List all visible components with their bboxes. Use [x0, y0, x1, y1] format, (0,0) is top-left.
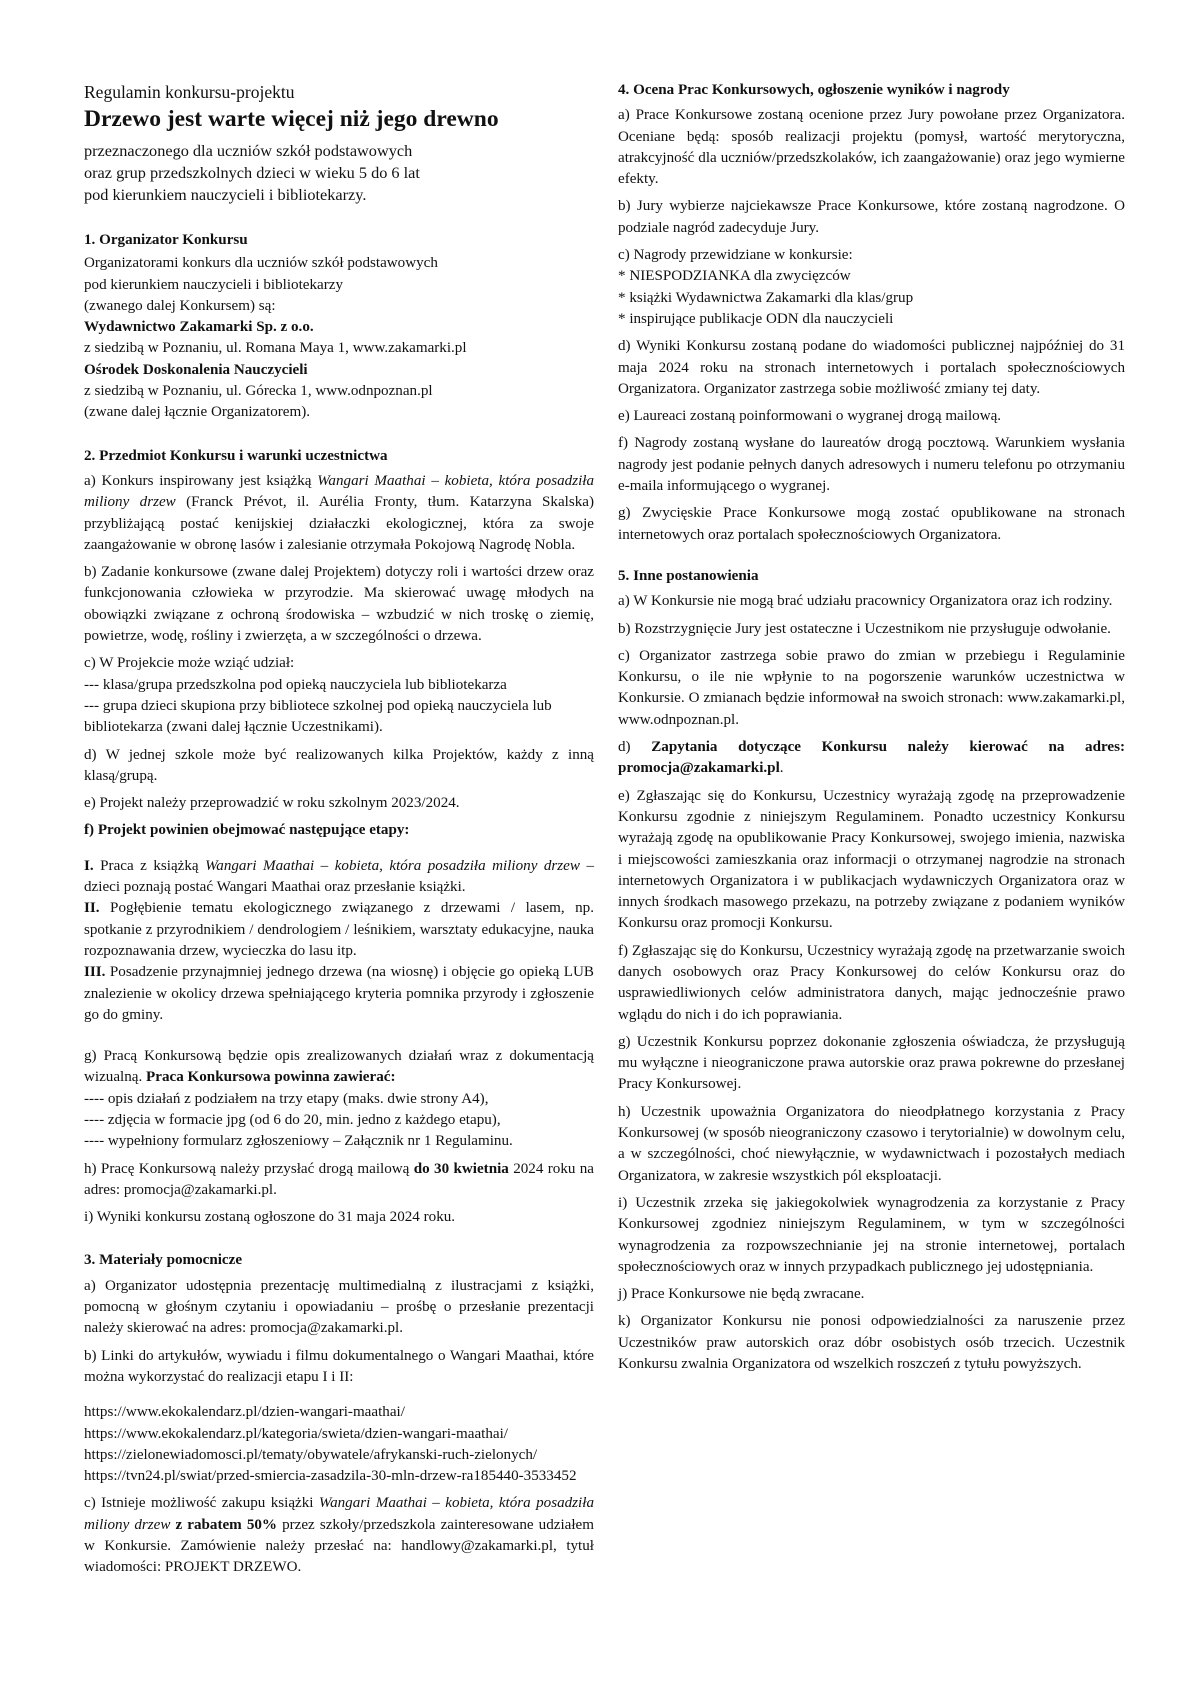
paragraph-5d: d) Zapytania dotyczące Konkursu należy kierować na adres: promocja@zakamarki.pl.	[618, 739, 1125, 777]
intro-line: pod kierunkiem nauczycieli i bibliotekarzy.	[84, 185, 367, 204]
left-column	[84, 80, 594, 1585]
paragraph-3c: c) Istnieje możliwość zakupu książki Wangari Maathai – kobieta, która posadziła miliony drzew z rabatem 50% przez szkoły/przedszkola zainteresowane udziałem w Konkursie. Zamówienie należy przesłać na: handlowy@zakamarki.pl, tytuł wiadomości: PROJEKT DRZEWO.	[84, 1495, 594, 1576]
paragraph-5i: i) Uczestnik zrzeka się jakiegokolwiek wynagrodzenia za korzystanie z Pracy Konkursowej zgodniez niniejszym Regulaminem, w tym w szczególności wynagrodzenia za rozpowszechnianie jej na stronie internetowej, portalach społecznościowych oraz w innych przypadkach publicznego jej udostępniania.	[618, 1194, 1125, 1275]
paragraph-4a: a) Prace Konkursowe zostaną ocenione przez Jury powołane przez Organizatora. Oceniane będą: sposób realizacji projektu (pomysł, wartość merytoryczna, atrakcyjność dla uczniów/przedszkolaków, ich zaangażowanie) oraz jego wymierne efekty.	[618, 107, 1125, 188]
paragraph-2g: g) Pracą Konkursową będzie opis zrealizowanych działań wraz z dokumentacją wizualną. Praca Konkursowa powinna zawierać: ---- opis działań z podziałem na trzy etapy (maks. dwie strony A4), ---- zdjęcia w formacie jpg (od 6 do 20, min. jedno z każdego etapu), ---- wypełniony formularz zgłoszeniowy – Załącznik nr 1 Regulaminu.	[84, 1048, 594, 1150]
paragraph-4e: e) Laureaci zostaną poinformowani o wygranej drogą mailową.	[618, 408, 1002, 425]
section-other-provisions	[618, 566, 1125, 1375]
section-heading: 5. Inne postanowienia	[618, 567, 759, 584]
text-line: pod kierunkiem nauczycieli i bibliotekarzy	[84, 276, 344, 293]
prize-item: * NIESPODZIANKA dla zwycięzców	[618, 268, 851, 285]
paragraph-5c: c) Organizator zastrzega sobie prawo do zmian w przebiegu i Regulaminie Konkursu, o ile nie wpłynie to na pogorszenie warunków uczestnictwa w Konkursie. O zmianach będzie informował na swoich stronach: www.zakamarki.pl, www.odnpoznan.pl.	[618, 647, 1125, 728]
paragraph-2f: f) Projekt powinien obejmować następujące etapy:	[84, 822, 410, 839]
paragraph-5f: f) Zgłaszając się do Konkursu, Uczestnicy wyrażają zgodę na przetwarzanie swoich danych osobowych oraz Pracy Konkursowej do celów Konkursu oraz do usprawiedliwionych celów administratora danych, mając jednocześnie prawo wglądu do nich i do ich poprawiania.	[618, 942, 1125, 1023]
paragraph-4b: b) Jury wybierze najciekawsze Prace Konkursowe, które zostaną nagrodzone. O podziale nagród zadecyduje Jury.	[618, 198, 1125, 236]
right-column	[618, 80, 1125, 1381]
text-line: Organizatorami konkurs dla uczniów szkół podstawowych	[84, 255, 438, 272]
paragraph-5j: j) Prace Konkursowe nie będą zwracane.	[618, 1286, 865, 1303]
paragraph-2d: d) W jednej szkole może być realizowanych kilka Projektów, każdy z inną klasą/grupą.	[84, 746, 594, 784]
document-subtitle: Regulamin konkursu-projektu	[84, 82, 295, 102]
paragraph-2a: a) Konkurs inspirowany jest książką Wangari Maathai – kobieta, która posadziła miliony drzew (Franck Prévot, il. Aurélia Fronty, tłum. Katarzyna Skalska) przybliżającą postać kenijskiej działaczki ekologicznej, która za swoje zaangażowanie w obronę lasów i zalesianie otrzymała Pokojową Nagrodę Nobla.	[84, 472, 595, 553]
paragraph-3a: a) Organizator udostępnia prezentację multimedialną z ilustracjami z książki, pomocną w głośnym czytaniu i opowiadaniu – prośbę o przesłanie prezentacji należy skierować na adres: promocja@zakamarki.pl.	[84, 1277, 594, 1337]
paragraph-4g: g) Zwycięskie Prace Konkursowe mogą zostać opublikowane na stronach internetowych oraz portalach społecznościowych Organizatora.	[618, 505, 1125, 543]
intro-line: przeznaczonego dla uczniów szkół podstawowych	[84, 141, 413, 160]
text-line: (zwane dalej łącznie Organizatorem).	[84, 404, 311, 421]
paragraph-2b: b) Zadanie konkursowe (zwane dalej Projektem) dotyczy roli i wartości drzew oraz funkcjonowania człowieka w przyrodzie. Ma skierować uwagę młodych na obowiązki związane z ochroną środowiska – wzbudzić w nich troskę o ziemię, powietrze, wodę, rośliny i zwierzęta, a w szczególności o drzewa.	[84, 564, 594, 645]
text-line: (zwanego dalej Konkursem) są:	[84, 297, 276, 314]
organizer-name: Wydawnictwo Zakamarki Sp. z o.o.	[84, 319, 314, 336]
stage-list	[84, 856, 594, 1026]
document-title: Drzewo jest warte więcej niż jego drewno	[84, 106, 499, 132]
section-heading: 1. Organizator Konkursu	[84, 232, 248, 248]
article-link[interactable]: https://tvn24.pl/swiat/przed-smiercia-zasadzila-30-mln-drzew-ra185440-3533452	[84, 1468, 577, 1485]
paragraph-4c: c) Nagrody przewidziane w konkursie: * NIESPODZIANKA dla zwycięzców * książki Wydawnictwa Zakamarki dla klas/grup * inspirujące publikacje ODN dla nauczycieli	[618, 245, 1125, 330]
paragraph-5a: a) W Konkursie nie mogą brać udziału pracownicy Organizatora oraz ich rodziny.	[618, 593, 1113, 610]
section-subject	[84, 446, 594, 1229]
section-materials	[84, 1250, 594, 1578]
paragraph-2e: e) Projekt należy przeprowadzić w roku szkolnym 2023/2024.	[84, 795, 460, 812]
paragraph-5h: h) Uczestnik upoważnia Organizatora do nieodpłatnego korzystania z Pracy Konkursowej (w sposób nieograniczony czasowo i terytorialnie) w dowolnym celu, a w szczególności, choć niewyłącznie, w wydawnictwach i pozostałych mediach Organizatora, w zakresie wszystkich pól eksploatacji.	[618, 1103, 1125, 1184]
section-heading: 2. Przedmiot Konkursu i warunki uczestnictwa	[84, 447, 388, 464]
paragraph-5b: b) Rozstrzygnięcie Jury jest ostateczne i Uczestnikom nie przysługuje odwołanie.	[618, 620, 1111, 637]
link-list	[84, 1402, 594, 1487]
prize-item: * książki Wydawnictwa Zakamarki dla klas/grup	[618, 289, 914, 306]
paragraph-3b: b) Linki do artykułów, wywiadu i filmu dokumentalnego o Wangari Maathai, które można wykorzystać do realizacji etapu I i II:	[84, 1347, 594, 1385]
book-title: Wangari Maathai – kobieta, która posadziła miliony drzew	[84, 472, 595, 511]
paragraph-4d: d) Wyniki Konkursu zostaną podane do wiadomości publicznej najpóźniej do 31 maja 2024 roku na stronach internetowych i portalach społecznościowych Organizatora. Organizator zastrzega sobie możliwość zmiany tej daty.	[618, 338, 1125, 397]
stage-3: III. Posadzenie przynajmniej jednego drzewa (na wiosnę) i objęcie go opieką LUB znalezienie w okolicy drzewa spełniającego kryteria pomnika przyrody i zgłoszenie go do gminy.	[84, 964, 594, 1023]
paragraph-2c: c) W Projekcie może wziąć udział: --- klasa/grupa przedszkolna pod opieką nauczyciela lub bibliotekarza --- grupa dzieci skupiona przy bibliotece szkolnej pod opieką nauczyciela lub bibliotekarza (zwani dalej łącznie Uczestnikami).	[84, 655, 552, 736]
paragraph-5g: g) Uczestnik Konkursu poprzez dokonanie zgłoszenia oświadcza, że przysługują mu wyłączne i nieograniczone prawa autorskie oraz prawa pokrewne do przesłanej Pracy Konkursowej.	[618, 1033, 1125, 1093]
organizer-name: Ośrodek Doskonalenia Nauczycieli	[84, 361, 308, 378]
organizer-address: z siedzibą w Poznaniu, ul. Romana Maya 1, www.zakamarki.pl	[84, 340, 467, 357]
section-heading: 3. Materiały pomocnicze	[84, 1252, 243, 1269]
article-link[interactable]: https://www.ekokalendarz.pl/kategoria/swieta/dzien-wangari-maathai/	[84, 1425, 509, 1442]
paragraph-2h: h) Pracę Konkursową należy przysłać drogą mailową do 30 kwietnia 2024 roku na adres: promocja@zakamarki.pl.	[84, 1160, 595, 1198]
stage-1: I. Praca z książką Wangari Maathai – kobieta, która posadziła miliony drzew – dzieci poznają postać Wangari Maathai oraz przesłanie książki.	[84, 857, 594, 896]
organizer-address: z siedzibą w Poznaniu, ul. Górecka 1, www.odnpoznan.pl	[84, 383, 433, 400]
section-heading: 4. Ocena Prac Konkursowych, ogłoszenie wyników i nagrody	[618, 82, 1010, 98]
article-link[interactable]: https://www.ekokalendarz.pl/dzien-wangari-maathai/	[84, 1404, 405, 1421]
intro-text	[84, 140, 594, 206]
article-link[interactable]: https://zielonewiadomosci.pl/tematy/obywatele/afrykanski-ruch-zielonych/	[84, 1446, 538, 1463]
section-organizer	[84, 230, 594, 424]
paragraph-5k: k) Organizator Konkursu nie ponosi odpowiedzialności za naruszenie przez Uczestników praw autorskich oraz dóbr osobistych osób trzecich. Uczestnik Konkursu zwalnia Organizatora od wszelkich roszczeń z tytułu powyższych.	[618, 1313, 1125, 1373]
paragraph-5e: e) Zgłaszając się do Konkursu, Uczestnicy wyrażają zgodę na przeprowadzenie Konkursu zgodnie z niniejszym Regulaminem. Ponadto uczestnicy Konkursu wyrażają zgodę na opublikowanie Pracy Konkursowej, swojego imienia, nazwiska i miejscowości zamieszkania oraz informacji o otrzymanej nagrodzie na stronach internetowych Organizatora i w publikacjach wydawniczych Organizatora oraz w innych środkach masowego przekazu, na potrzeby związane z podaniem wyników Konkursu oraz promocji Konkursu.	[618, 787, 1125, 932]
section-evaluation	[618, 80, 1125, 546]
prize-item: * inspirujące publikacje ODN dla nauczycieli	[618, 310, 894, 327]
paragraph-4f: f) Nagrody zostaną wysłane do laureatów drogą pocztową. Warunkiem wysłania nagrody jest podanie pełnych danych adresowych i numeru telefonu po otrzymaniu e-maila informującego o wygranej.	[618, 435, 1125, 495]
paragraph-2i: i) Wyniki konkursu zostaną ogłoszone do 31 maja 2024 roku.	[84, 1209, 456, 1226]
stage-2: II. Pogłębienie tematu ekologicznego związanego z drzewami / lasem, np. spotkanie z przyrodnikiem / dendrologiem / leśnikiem, warsztaty edukacyjne, nauka rozpoznawania drzew, wycieczka do lasu itp.	[84, 900, 594, 959]
intro-line: oraz grup przedszkolnych dzieci w wieku 5 do 6 lat	[84, 163, 420, 182]
